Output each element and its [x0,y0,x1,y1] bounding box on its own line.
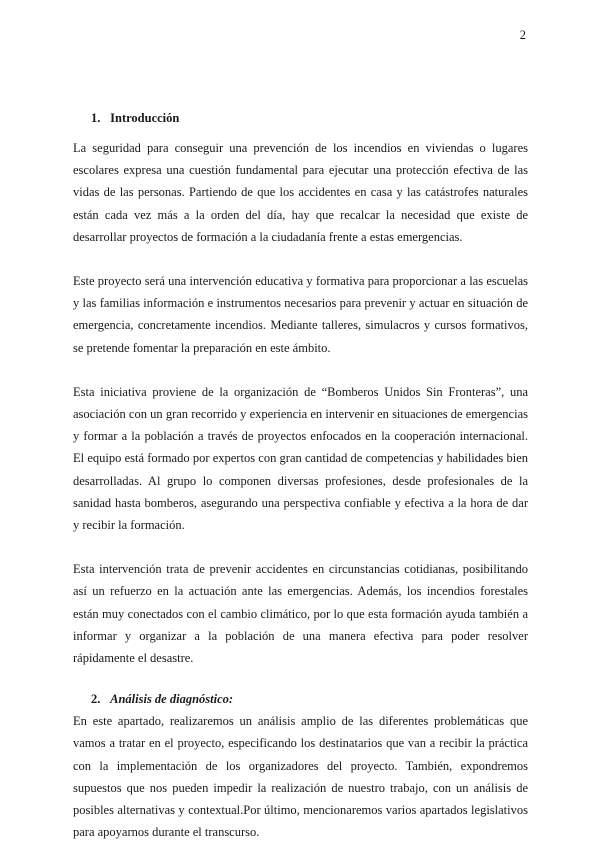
section-title: Introducción [110,111,180,125]
paragraph: Esta iniciativa proviene de la organización de “Bomberos Unidos Sin Fronteras”, una asociación con un gran recorrido y experiencia en intervenir en situaciones de emergencias y formar a la población a través de proyectos enfocados en la cooperación internacional. El equipo está formado por expertos con gran cantidad de competencias y habilidades bien desarrolladas. Al grupo lo componen diversas profesiones, desde profesionales de la sanidad hasta bomberos, asegurando una perspectiva confiable y efectiva a la hora de dar y recibir la formación. [73,384,528,533]
paragraph: Este proyecto será una intervención educativa y formativa para proporcionar a las escuelas y las familias información e instrumentos necesarios para prevenir y actuar en situación de emergencia, concretamente incendios. Mediante talleres, simulacros y cursos formativos, se pretende fomentar la preparación en este ámbito. [73,274,528,355]
page-number: 2 [519,28,526,42]
section-title: Análisis de diagnóstico: [110,692,234,707]
paragraph: Esta intervención trata de prevenir accidentes en circunstancias cotidianas, posibilitando así un refuerzo en la actuación ante las emergencias. Además, los incendios forestales están muy conectados con el cambio climático, por lo que esta formación ayuda también a informar y organizar a la población de una manera efectiva para poder resolver rápidamente el desastre. [73,562,528,666]
paragraph: En este apartado, realizaremos un análisis amplio de las diferentes problemáticas que vamos a tratar en el proyecto, especificando los destinatarios que van a recibir la práctica con la implementación de los organizadores del proyecto. También, expondremos supuestos que nos pueden impedir la realización de nuestro trabajo, con un análisis de posibles alternativas y contextual.Por último, mencionaremos varios apartados legislativos para apoyarnos durante el transcurso. [73,714,528,840]
section-number: 1. [91,111,101,125]
section-heading-introduccion [73,108,528,129]
section-number: 2. [91,692,101,707]
document-body [73,108,528,843]
paragraph: La seguridad para conseguir una prevención de los incendios en viviendas o lugares escolares expresa una cuestión fundamental para ejecutar una protección efectiva de las vidas de las personas. Partiendo de que los accidentes en casa y las catástrofes naturales están cada vez más a la orden del día, hay que recalcar la necesidad que existe de desarrollar proyectos de formación a la ciudadanía frente a estas emergencias. [73,141,528,244]
section-heading-analisis [73,689,528,710]
